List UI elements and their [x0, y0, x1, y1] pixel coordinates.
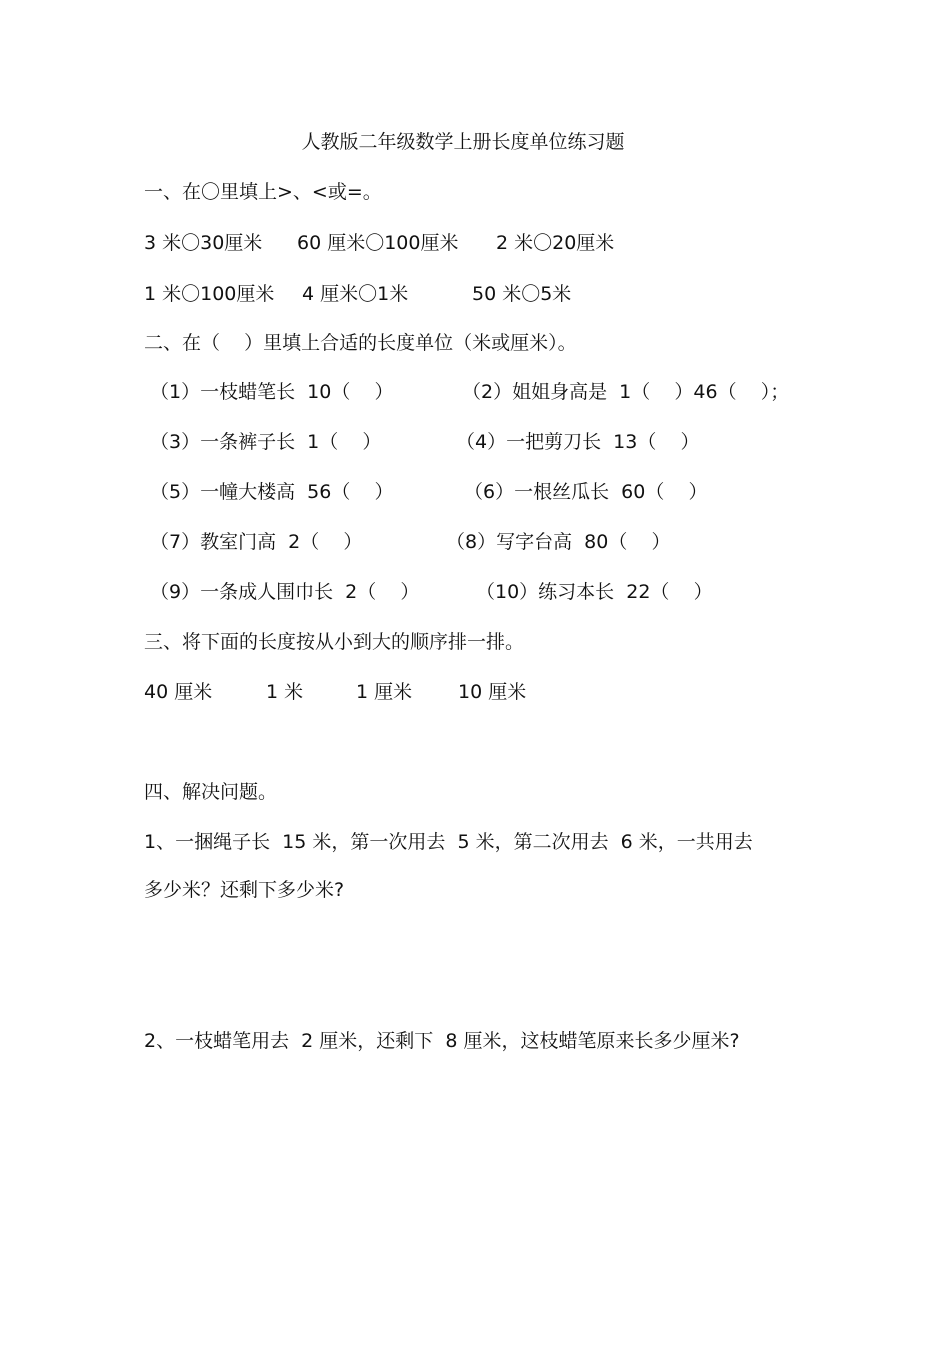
problem-1-line-1: 1、一捆绳子长 15 米，第一次用去 5 米，第二次用去 6 米，一共用去 [144, 831, 753, 853]
length-value-4: 10 厘米 [458, 681, 527, 703]
unit-item-8: （8）写字台高 80（ ） [446, 531, 671, 553]
section4-heading: 四、解决问题。 [144, 781, 278, 803]
compare-item-2: 60 厘米〇100厘米 [297, 232, 459, 254]
unit-item-10: （10）练习本长 22（ ） [476, 581, 713, 603]
section2-heading: 二、在（ ）里填上合适的长度单位（米或厘米）。 [144, 332, 577, 354]
unit-item-9: （9）一条成人围巾长 2（ ） [150, 581, 420, 603]
problem-1-line-2: 多少米？还剩下多少米? [144, 879, 345, 901]
page-title: 人教版二年级数学上册长度单位练习题 [301, 131, 625, 153]
unit-item-3: （3）一条裤子长 1（ ） [150, 431, 382, 453]
unit-item-7: （7）教室门高 2（ ） [150, 531, 363, 553]
compare-item-4: 1 米〇100厘米 [144, 283, 275, 305]
compare-item-5: 4 厘米〇1米 [302, 283, 409, 305]
unit-item-4: （4）一把剪刀长 13（ ） [456, 431, 700, 453]
section3-heading: 三、将下面的长度按从小到大的顺序排一排。 [144, 631, 525, 653]
length-value-1: 40 厘米 [144, 681, 213, 703]
unit-item-2: （2）姐姐身高是 1（ ）46（ ）； [462, 381, 790, 403]
unit-item-1: （1）一枝蜡笔长 10（ ） [150, 381, 394, 403]
length-value-2: 1 米 [266, 681, 304, 703]
unit-item-5: （5）一幢大楼高 56（ ） [150, 481, 394, 503]
compare-item-6: 50 米〇5米 [472, 283, 572, 305]
compare-item-1: 3 米〇30厘米 [144, 232, 263, 254]
section1-heading: 一、在〇里填上>、<或=。 [144, 181, 382, 203]
problem-2: 2、一枝蜡笔用去 2 厘米，还剩下 8 厘米，这枝蜡笔原来长多少厘米? [144, 1030, 740, 1052]
length-value-3: 1 厘米 [356, 681, 413, 703]
unit-item-6: （6）一根丝瓜长 60（ ） [464, 481, 708, 503]
compare-item-3: 2 米〇20厘米 [496, 232, 615, 254]
